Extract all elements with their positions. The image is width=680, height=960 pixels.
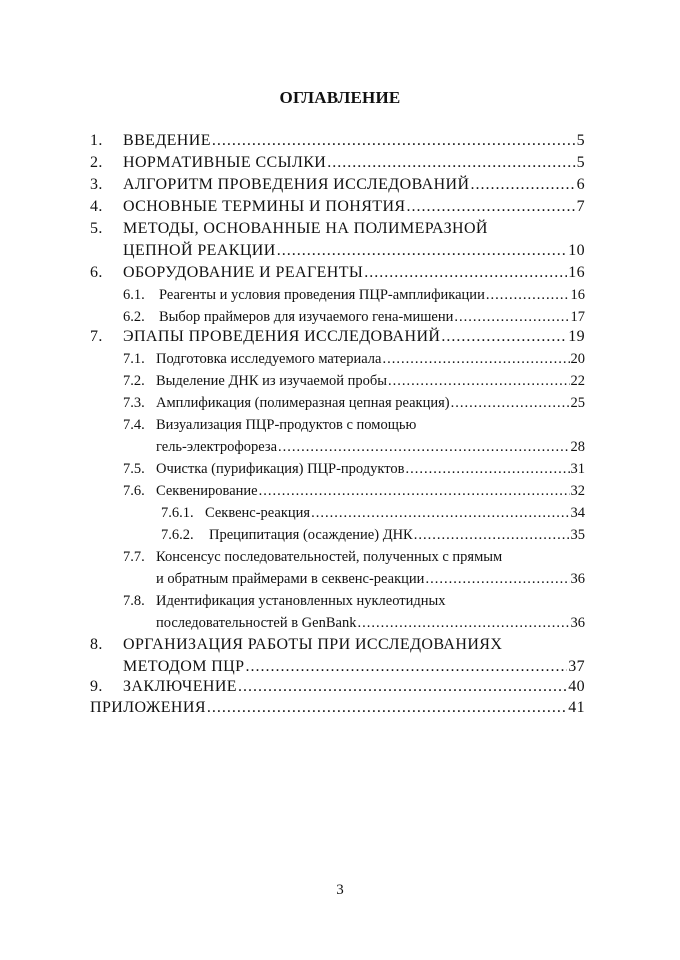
toc-entry-page: 20 [570, 351, 585, 367]
toc-entry-page: 10 [568, 242, 585, 259]
toc-entry-title: Секвенирование [156, 483, 258, 499]
toc-entry-number: 6.1. [123, 287, 145, 303]
toc-entry-number: 3. [90, 176, 103, 193]
toc-leader-dots [364, 262, 567, 284]
page-title: ОГЛАВЛЕНИЕ [279, 88, 401, 107]
toc-entry-number: 6.2. [123, 309, 145, 325]
toc-entry [90, 152, 585, 174]
toc-entry-page: 41 [568, 699, 585, 716]
toc-entry-title: Реагенты и условия проведения ПЦР-амплификации [159, 287, 485, 303]
toc-entry-title: ПРИЛОЖЕНИЯ [90, 699, 206, 716]
toc-entry-title: Визуализация ПЦР-продуктов с помощью [156, 417, 417, 433]
toc-subentry [123, 306, 585, 328]
toc-entry-page: 37 [568, 658, 585, 675]
toc-entry-page: 25 [570, 395, 585, 411]
toc-entry-title: Секвенс-реакция [205, 505, 311, 521]
toc-entry-page: 34 [570, 505, 585, 521]
toc-leader-dots [357, 612, 569, 634]
toc-entry [90, 130, 585, 152]
toc-entry-page: 17 [570, 309, 585, 325]
toc-subentry [123, 348, 585, 370]
toc-subentry-continuation [156, 612, 585, 634]
toc-subentry [123, 546, 585, 568]
toc-entry-title: гель-электрофореза [156, 439, 278, 455]
toc-entry-page: 32 [570, 483, 585, 499]
toc-entry-title: Подготовка исследуемого материала [156, 351, 382, 367]
toc-entry-title: Консенсус последовательностей, полученных с прямым [156, 549, 503, 565]
toc-leader-dots [414, 524, 570, 546]
toc-leader-dots [245, 656, 567, 678]
toc-entry-page: 36 [570, 615, 585, 631]
toc-entry [90, 697, 585, 719]
toc-entry-title: НОРМАТИВНЫЕ ССЫЛКИ [123, 154, 327, 171]
toc-subsubentry [161, 524, 585, 546]
toc-entry-page: 40 [568, 678, 585, 695]
toc-leader-dots [207, 697, 567, 719]
toc-entry [90, 262, 585, 284]
toc-entry [90, 326, 585, 348]
toc-entry-title: Выбор праймеров для изучаемого гена-мишени [159, 309, 454, 325]
toc-entry-page: 19 [568, 328, 585, 345]
toc-entry-title: ЭПАПЫ ПРОВЕДЕНИЯ ИССЛЕДОВАНИЙ [123, 328, 441, 345]
toc-subentry [123, 414, 585, 436]
toc-entry-page: 36 [570, 571, 585, 587]
toc-entry-title: последовательностей в GenBank [156, 615, 357, 631]
toc-entry-title: ОРГАНИЗАЦИЯ РАБОТЫ ПРИ ИССЛЕДОВАНИЯХ [123, 636, 503, 653]
toc-entry [90, 196, 585, 218]
toc-entry-number: 7.6.1. [161, 505, 194, 521]
toc-leader-dots [407, 196, 576, 218]
toc-subsubentry [161, 502, 585, 524]
toc-entry-number: 7.8. [123, 593, 145, 609]
toc-entry-page: 7 [576, 198, 585, 215]
toc-subentry [123, 392, 585, 414]
toc-subentry [123, 458, 585, 480]
toc-entry [90, 676, 585, 698]
toc-leader-dots [470, 174, 575, 196]
page-number: 3 [336, 882, 344, 898]
toc-entry-number: 7.4. [123, 417, 145, 433]
toc-entry-page: 16 [570, 287, 585, 303]
toc-entry-number: 7.3. [123, 395, 145, 411]
toc-entry-title: Идентификация установленных нуклеотидных [156, 593, 446, 609]
toc-entry-number: 1. [90, 132, 103, 149]
toc-entry-title: Преципитация (осаждение) ДНК [209, 527, 413, 543]
toc-entry [90, 634, 585, 656]
toc-entry-number: 4. [90, 198, 103, 215]
toc-entry-number: 7.5. [123, 461, 145, 477]
toc-entry-page: 31 [570, 461, 585, 477]
toc-leader-dots [451, 392, 570, 414]
toc-leader-dots [486, 284, 570, 306]
toc-entry-title: ОБОРУДОВАНИЕ И РЕАГЕНТЫ [123, 264, 364, 281]
toc-subentry [123, 590, 585, 612]
toc-entry-page: 35 [570, 527, 585, 543]
toc-entry-number: 8. [90, 636, 103, 653]
toc-entry-page: 5 [576, 154, 585, 171]
toc-subentry-continuation [156, 436, 585, 458]
toc-entry-page: 5 [576, 132, 585, 149]
toc-entry [90, 218, 585, 240]
toc-entry-number: 7. [90, 328, 103, 345]
toc-leader-dots [327, 152, 575, 174]
toc-entry-title: АЛГОРИТМ ПРОВЕДЕНИЯ ИССЛЕДОВАНИЙ [123, 176, 470, 193]
toc-leader-dots [388, 370, 569, 392]
toc-entry-title: Амплификация (полимеразная цепная реакция) [156, 395, 450, 411]
toc-entry-number: 2. [90, 154, 103, 171]
toc-entry-number: 7.7. [123, 549, 145, 565]
toc-entry-number: 7.2. [123, 373, 145, 389]
toc-entry-title: Очистка (пурификация) ПЦР-продуктов [156, 461, 405, 477]
toc-leader-dots [454, 306, 569, 328]
toc-entry-number: 7.1. [123, 351, 145, 367]
toc-entry-title: и обратным праймерами в секвенс-реакции [156, 571, 425, 587]
toc-leader-dots [238, 676, 567, 698]
toc-entry-number: 6. [90, 264, 103, 281]
toc-leader-dots [311, 502, 569, 524]
toc-leader-dots [259, 480, 570, 502]
toc-entry-title: ВВЕДЕНИЕ [123, 132, 211, 149]
toc-entry-continuation [123, 240, 585, 262]
toc-entry-page: 16 [568, 264, 585, 281]
toc-entry-title: ЦЕПНОЙ РЕАКЦИИ [123, 242, 276, 259]
toc-leader-dots [382, 348, 569, 370]
toc-entry-number: 7.6. [123, 483, 145, 499]
toc-entry-title: МЕТОДЫ, ОСНОВАННЫЕ НА ПОЛИМЕРАЗНОЙ [123, 220, 488, 237]
toc-subentry-continuation [156, 568, 585, 590]
toc-entry [90, 174, 585, 196]
toc-entry-page: 22 [570, 373, 585, 389]
toc-leader-dots [278, 436, 569, 458]
toc-entry-page: 28 [570, 439, 585, 455]
toc-subentry [123, 480, 585, 502]
toc-subentry [123, 284, 585, 306]
toc-leader-dots [425, 568, 569, 590]
toc-entry-number: 7.6.2. [161, 527, 194, 543]
toc-entry-continuation [123, 656, 585, 678]
toc-entry-title: МЕТОДОМ ПЦР [123, 658, 245, 675]
toc-subentry [123, 370, 585, 392]
toc-entry-number: 9. [90, 678, 103, 695]
toc-entry-page: 6 [576, 176, 585, 193]
toc-entry-title: ОСНОВНЫЕ ТЕРМИНЫ И ПОНЯТИЯ [123, 198, 406, 215]
toc-leader-dots [406, 458, 570, 480]
toc-entry-title: Выделение ДНК из изучаемой пробы [156, 373, 388, 389]
toc-leader-dots [212, 130, 576, 152]
toc-entry-title: ЗАКЛЮЧЕНИЕ [123, 678, 237, 695]
toc-entry-number: 5. [90, 220, 103, 237]
toc-leader-dots [277, 240, 567, 262]
toc-leader-dots [441, 326, 567, 348]
